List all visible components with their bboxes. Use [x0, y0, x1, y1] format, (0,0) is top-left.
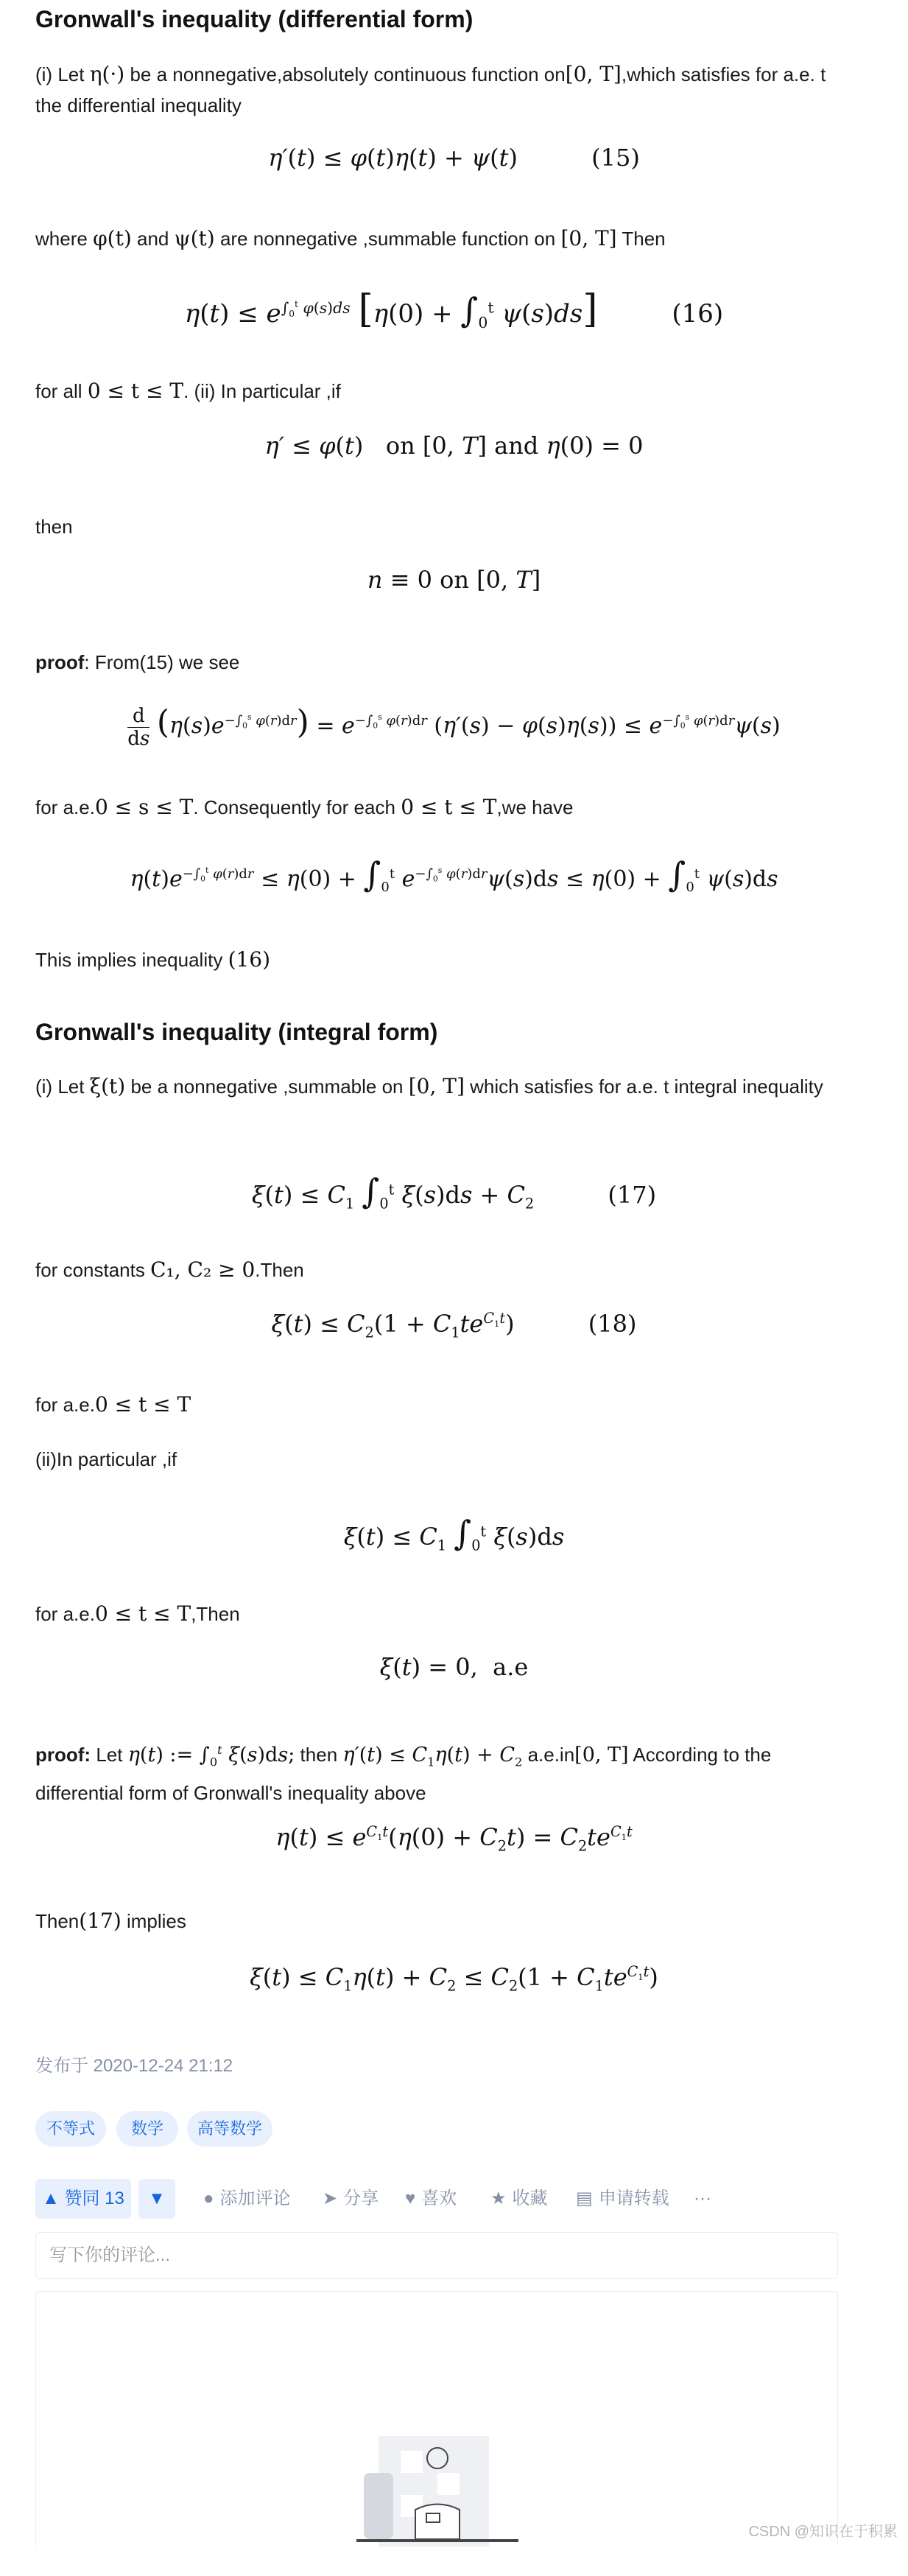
ae-paragraph: for a.e.0 ≤ s ≤ T. Consequently for each 0 ≤ t ≤ T,we have [35, 795, 574, 819]
tag-math[interactable]: 数学 [116, 2111, 178, 2147]
heart-icon: ♥ [405, 2189, 416, 2208]
add-comment-button[interactable]: ● 添加评论 [203, 2179, 291, 2219]
printer-icon: ▤ [576, 2189, 593, 2208]
proof2-equation: $\eta(t) \le e^{C_1t}(\eta(0) + C_2t) = C_2te^{C_1t}$ [275, 1823, 633, 1855]
share-button[interactable]: ➤ 分享 [323, 2179, 379, 2219]
conclusion-equation: n ≡ 0 on [0, T] [367, 566, 541, 594]
constants-paragraph: for constants C₁, C₂ ≥ 0.Then [35, 1257, 304, 1282]
implies-paragraph: This implies inequality (16) [35, 947, 271, 972]
result-equation: ξ(t) = 0, a.e [379, 1653, 529, 1681]
then-text: then [35, 516, 73, 538]
final-equation: $\xi(t) \le C_1\eta(t) + C_2 \le C_2(1 + C_1te^{C_1t})$ [250, 1963, 658, 1995]
like-button[interactable]: ♥ 喜欢 [405, 2179, 457, 2219]
equation-15: η′(t) ≤ φ(t)η(t) + ψ(t) (15) [268, 144, 640, 172]
share-icon: ➤ [323, 2189, 338, 2208]
tag-inequality[interactable]: 不等式 [35, 2111, 106, 2147]
particular-paragraph: (ii)In particular ,if [35, 1448, 177, 1470]
star-icon: ★ [490, 2189, 507, 2208]
ae2-paragraph: for a.e.0 ≤ t ≤ T,Then [35, 1601, 240, 1626]
favorite-button[interactable]: ★ 收藏 [490, 2179, 548, 2219]
comment-icon: ● [203, 2189, 214, 2208]
where-paragraph: where φ(t) and ψ(t) are nonnegative ,summable function on [0, T] Then [35, 226, 666, 250]
final-paragraph: Then(17) implies [35, 1909, 186, 1933]
proof-equation-2: $\eta(t)e^{-\int_0^t \varphi(r)dr} \le \eta(0) + \int_0^t$ $e^{-\int_0^s \varphi(r)dr}\psi(s)ds \le \eta(0) + \int_0^t$ ψ(s)ds [130, 854, 778, 895]
forall-paragraph: for all 0 ≤ t ≤ T. (ii) In particular ,if [35, 379, 341, 403]
comment-list-area [35, 2291, 838, 2546]
tag-advanced-math[interactable]: 高等数学 [187, 2111, 272, 2147]
reprint-button[interactable]: ▤ 申请转载 [576, 2179, 669, 2219]
equation-16: $\eta(t) \le e^{\int_0^t \varphi(s)ds}$ [$\eta(0) + \int_0^t$ ψ(s)ds] (16) [184, 287, 724, 331]
section-title-differential: Gronwall's inequality (differential form) [35, 6, 474, 32]
intro-paragraph: (i) Let η(·) be a nonnegative,absolutely continuous function on[0, T],which satisfies for a.e. t the differential inequality [35, 62, 826, 116]
condition-equation: η′ ≤ φ(t) on [0, T] and η(0) = 0 [264, 432, 644, 460]
proof2-paragraph: proof: Let η(t) := $\int_0^t$ ξ(s)ds; then $\eta'(t) \le C_1\eta(t) + C_2$ a.e.in[0, T] According to the differential form of Gronwall's inequality above [35, 1743, 772, 1805]
proof-equation-1: $\frac{d}{ds}$ $(\eta(s)e^{-\int_0^s \varphi(r)dr}) = e^{-\int_0^s \varphi(r)dr}$ $(\eta'(s) - \varphi(s)\eta(s)) \le e^{-\int_0^s \varphi(r)dr}\psi(s)$ [127, 703, 781, 750]
csdn-watermark: CSDN @知识在于积累 [748, 2524, 898, 2540]
upvote-button[interactable]: ▲ 赞同 13 [35, 2179, 131, 2219]
ae-range-paragraph: for a.e.0 ≤ t ≤ T [35, 1392, 191, 1417]
empty-state-illustration [356, 2429, 518, 2576]
equation-17: $\xi(t) \le C_1$ $\int_0^t$ $\xi(s)ds + C_2$ (17) [251, 1171, 657, 1212]
particular-equation: $\xi(t) \le C_1$ $\int_0^t$ ξ(s)ds [343, 1513, 565, 1554]
proof-paragraph: proof: From(15) we see [35, 651, 240, 673]
downvote-button[interactable]: ▼ [138, 2179, 175, 2219]
publish-date: 发布于 2020-12-24 21:12 [35, 2056, 233, 2076]
section-title-integral: Gronwall's inequality (integral form) [35, 1019, 438, 1045]
intro2-paragraph: (i) Let ξ(t) be a nonnegative ,summable on [0, T] which satisfies for a.e. t integral inequality [35, 1074, 823, 1098]
comment-input[interactable]: 写下你的评论... [35, 2232, 838, 2279]
more-button[interactable]: ··· [694, 2189, 711, 2208]
equation-18: $\xi(t) \le C_2(1 + C_1te^{C_1t})$ (18) [271, 1310, 637, 1341]
